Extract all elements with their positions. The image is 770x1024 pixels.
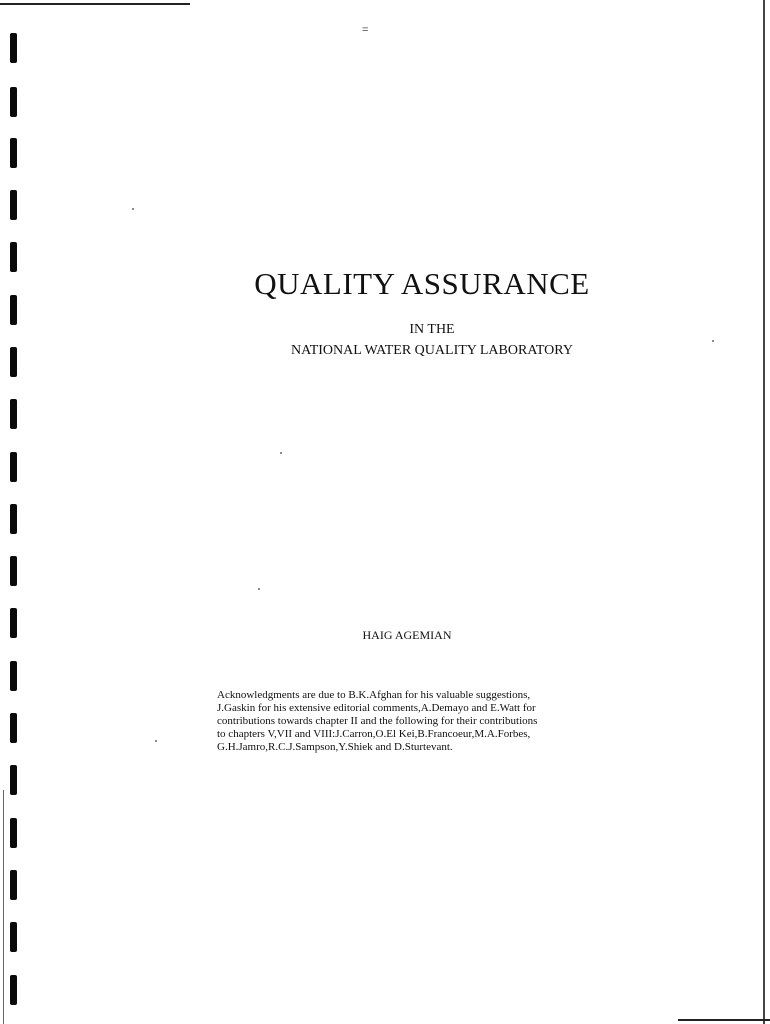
scan-edge-right (763, 0, 765, 1024)
binding-hole (10, 922, 17, 952)
document-title: QUALITY ASSURANCE (254, 266, 590, 301)
acknowledgments-paragraph (217, 689, 637, 754)
binding-hole (10, 975, 17, 1005)
scan-speck (258, 588, 260, 590)
binding-hole (10, 713, 17, 743)
binding-hole (10, 504, 17, 534)
acknowledgments-line: G.H.Jamro,R.C.J.Sampson,Y.Shiek and D.Sturtevant. (217, 741, 453, 753)
scan-speck (155, 740, 157, 742)
binding-hole (10, 33, 17, 63)
subtitle-line-1: IN THE (409, 322, 455, 337)
scan-edge-bottom (678, 1019, 770, 1021)
binding-hole (10, 870, 17, 900)
binding-hole (10, 399, 17, 429)
binding-hole (10, 818, 17, 848)
binding-hole (10, 765, 17, 795)
binding-hole (10, 556, 17, 586)
binding-hole (10, 138, 17, 168)
acknowledgments-line: to chapters V,VII and VIII:J.Carron,O.El Kei,B.Francoeur,M.A.Forbes, (217, 728, 531, 740)
acknowledgments-line: J.Gaskin for his extensive editorial comments,A.Demayo and E.Watt for (217, 702, 536, 714)
subtitle-line-2: NATIONAL WATER QUALITY LABORATORY (291, 343, 573, 358)
binding-hole (10, 190, 17, 220)
acknowledgments-line: contributions towards chapter II and the following for their contributions (217, 715, 538, 727)
binding-hole (10, 661, 17, 691)
scan-speck (280, 452, 282, 454)
scan-mark: = (362, 24, 369, 36)
scan-edge-top (0, 3, 190, 5)
author-name: HAIG AGEMIAN (362, 628, 452, 642)
scan-speck (712, 340, 714, 342)
scan-edge-left (3, 790, 4, 1024)
binding-hole (10, 87, 17, 117)
acknowledgments-line: Acknowledgments are due to B.K.Afghan for his valuable suggestions, (217, 689, 531, 701)
binding-hole (10, 452, 17, 482)
scan-speck (132, 208, 134, 210)
